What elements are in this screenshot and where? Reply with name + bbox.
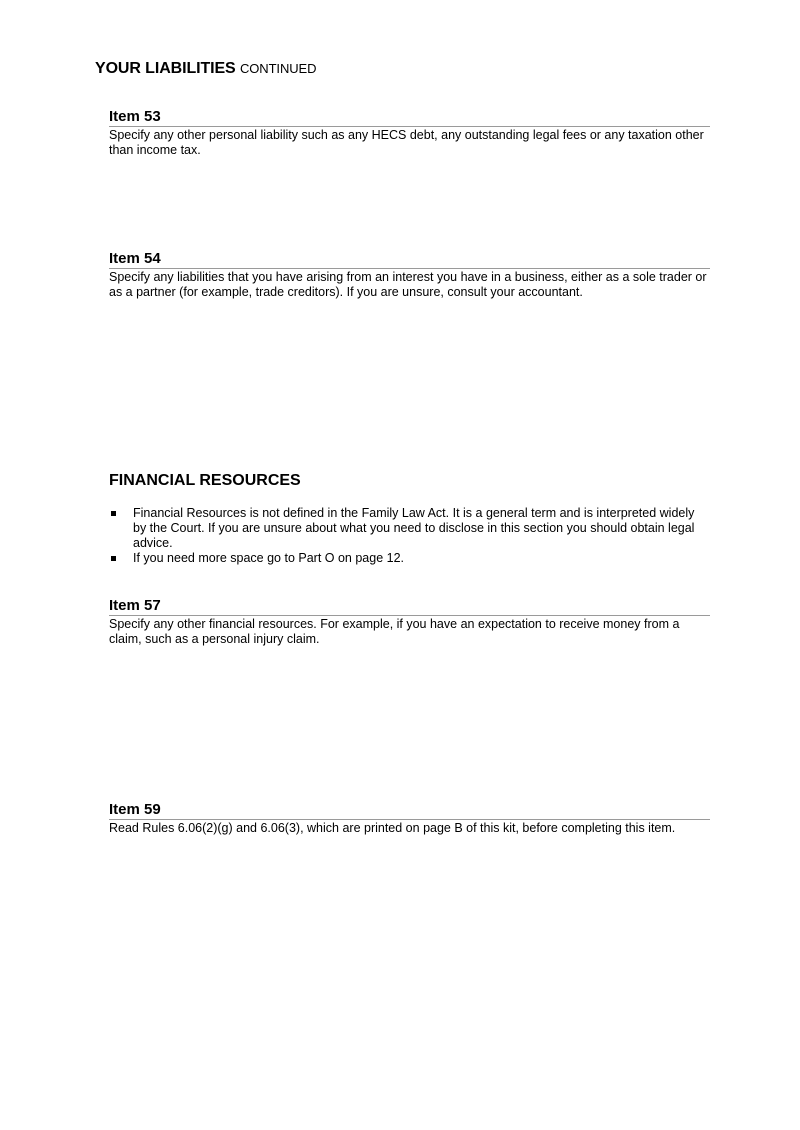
list-item [109, 551, 709, 566]
item-53-section [109, 108, 710, 158]
page-title-text: YOUR LIABILITIES [95, 60, 236, 77]
page-title [95, 60, 316, 78]
financial-resources-heading: FINANCIAL RESOURCES [109, 472, 301, 489]
square-bullet-icon [111, 511, 116, 516]
item-instructions: Specify any other personal liability such as any HECS debt, any outstanding legal fees or any taxation other than income tax. [109, 128, 704, 157]
item-title: Item 59 [109, 801, 710, 820]
item-title: Item 54 [109, 250, 710, 269]
note-text: Financial Resources is not defined in the Family Law Act. It is a general term and is interpreted widely by the Court. If you are unsure about what you need to disclose in this section you should obtain legal advice. [133, 506, 695, 550]
item-54-section [109, 250, 710, 300]
note-text: If you need more space go to Part O on page 12. [133, 551, 405, 565]
item-instructions: Specify any liabilities that you have arising from an interest you have in a business, either as a sole trader or as a partner (for example, trade creditors). If you are unsure, consult your accountant. [109, 270, 707, 299]
item-title: Item 57 [109, 597, 710, 616]
financial-resources-notes [109, 506, 709, 566]
page-title-continued: CONTINUED [240, 61, 317, 76]
item-59-section [109, 801, 710, 836]
item-instructions: Read Rules 6.06(2)(g) and 6.06(3), which are printed on page B of this kit, before completing this item. [109, 821, 676, 835]
square-bullet-icon [111, 556, 116, 561]
item-instructions: Specify any other financial resources. For example, if you have an expectation to receive money from a claim, such as a personal injury claim. [109, 617, 680, 646]
item-title: Item 53 [109, 108, 710, 127]
item-57-section [109, 597, 710, 647]
list-item [109, 506, 709, 551]
